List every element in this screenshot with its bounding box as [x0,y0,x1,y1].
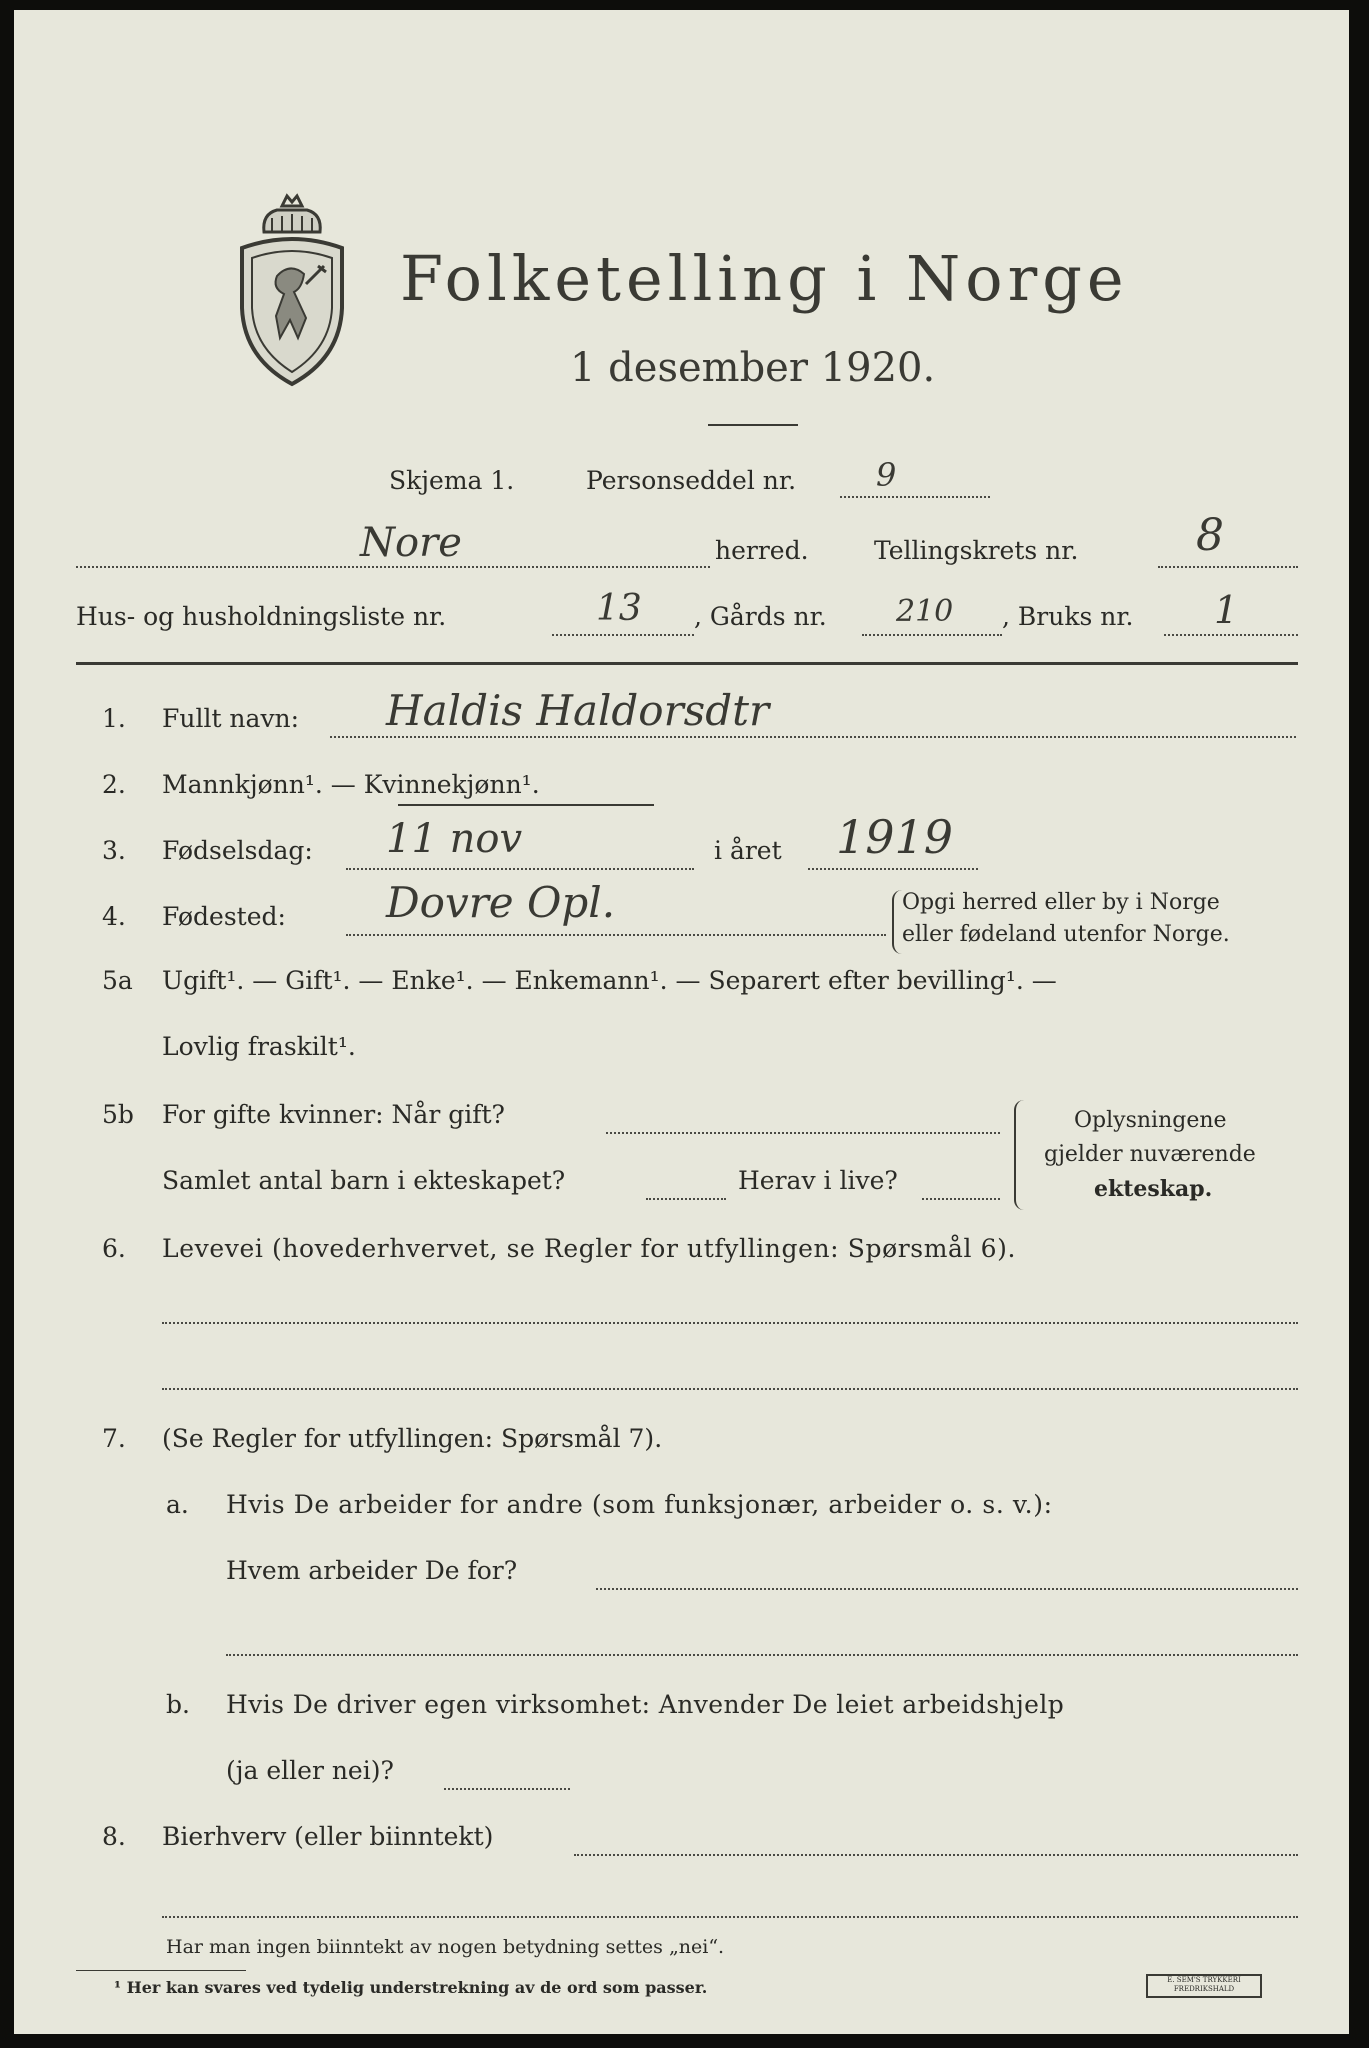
birth-year-value: 1919 [836,810,954,864]
herred-field[interactable] [76,566,710,568]
q1-number: 1. [102,704,126,733]
employer-field[interactable] [596,1588,1298,1590]
personseddel-label: Personseddel nr. [586,466,797,495]
children-total-field[interactable] [646,1198,726,1200]
q2-gender-options[interactable]: Mannkjønn¹. — Kvinnekjønn¹. [162,770,540,799]
side-income-note: Har man ingen biinntekt av nogen betydning settes „nei“. [166,1936,725,1958]
full-name-field[interactable] [330,736,1296,738]
q5a-number: 5a [102,966,133,995]
personseddel-value: 9 [876,456,897,494]
husholdningsliste-field[interactable] [552,634,694,636]
q7a-letter: a. [166,1490,189,1519]
children-alive-label: Herav i live? [738,1166,898,1195]
occupation-field-1[interactable] [162,1322,1298,1324]
husholdningsliste-label: Hus- og husholdningsliste nr. [76,602,447,631]
married-when-field[interactable] [606,1132,1000,1134]
birthplace-note-line1: Opgi herred eller by i Norge [902,890,1220,915]
herred-value: Nore [360,520,462,566]
q2-number: 2. [102,770,126,799]
q7-number: 7. [102,1424,126,1453]
children-alive-field[interactable] [922,1198,1000,1200]
side-income-field[interactable] [574,1854,1298,1856]
q5b-number: 5b [102,1100,134,1129]
norwegian-coat-of-arms-icon [232,188,352,388]
husholdningsliste-value: 13 [596,588,642,629]
tellingskrets-value: 8 [1196,510,1224,561]
tellingskrets-label: Tellingskrets nr. [874,536,1079,565]
q6-number: 6. [102,1234,126,1263]
q7-label: (Se Regler for utfyllingen: Spørsmål 7). [162,1424,663,1453]
birthday-value: 11 nov [386,816,523,862]
occupation-field-2[interactable] [162,1388,1298,1390]
marriage-note-line3: ekteskap. [1094,1176,1213,1202]
q4-number: 4. [102,902,126,931]
birthplace-brace [892,890,902,954]
q6-label: Levevei (hovederhvervet, se Regler for utfyllingen: Spørsmål 6). [162,1234,1017,1263]
form-title: Folketelling i Norge [400,242,1129,315]
birth-year-field[interactable] [808,868,978,870]
birth-year-label: i året [714,836,782,865]
birthday-field[interactable] [346,868,694,870]
birthplace-note-line2: eller fødeland utenfor Norge. [902,922,1230,947]
bruks-label: , Bruks nr. [1002,602,1134,631]
q7b-line1: Hvis De driver egen virksomhet: Anvender De leiet arbeidshjelp [226,1690,1065,1719]
q7b-line2: (ja eller nei)? [226,1756,394,1785]
q1-label: Fullt navn: [162,704,300,733]
marriage-note-brace [1014,1100,1026,1210]
hired-help-field[interactable] [444,1788,570,1790]
census-form-sheet [14,10,1349,2034]
gards-field[interactable] [862,634,1002,636]
gards-value: 210 [896,594,954,629]
side-income-field-2[interactable] [162,1916,1298,1918]
birthplace-field[interactable] [346,934,886,936]
married-when-label: For gifte kvinner: Når gift? [162,1100,505,1129]
tellingskrets-field[interactable] [1158,566,1298,568]
gards-label: , Gårds nr. [694,602,827,631]
title-divider [708,424,798,426]
q7b-letter: b. [166,1690,190,1719]
full-name-value: Haldis Haldorsdtr [386,686,770,735]
children-total-label: Samlet antal barn i ekteskapet? [162,1166,566,1195]
personseddel-field[interactable] [840,496,990,498]
q7a-line2: Hvem arbeider De for? [226,1556,518,1585]
census-date: 1 desember 1920. [570,345,936,391]
printer-stamp: E. SEM'S TRYKKERI FREDRIKSHALD [1146,1974,1262,1998]
footnote: ¹ Her kan svares ved tydelig understrekning av de ord som passer. [114,1978,708,1997]
kvinnekjonn-underline [398,804,654,806]
herred-label: herred. [715,536,809,565]
footnote-divider [76,1970,246,1971]
q3-label: Fødselsdag: [162,836,313,865]
marriage-note-line1: Oplysningene [1074,1108,1227,1133]
bruks-field[interactable] [1164,634,1298,636]
marital-status-divorced[interactable]: Lovlig fraskilt¹. [162,1032,356,1061]
marriage-note-line2: gjelder nuværende [1044,1142,1256,1167]
employer-field-2[interactable] [226,1654,1298,1656]
skjema-label: Skjema 1. [389,466,515,495]
q3-number: 3. [102,836,126,865]
q7a-line1: Hvis De arbeider for andre (som funksjonær, arbeider o. s. v.): [226,1490,1053,1519]
bruks-value: 1 [1214,588,1239,632]
q8-number: 8. [102,1822,126,1851]
header-separator [76,662,1298,665]
birthplace-value: Dovre Opl. [386,878,616,927]
q8-label: Bierhverv (eller biinntekt) [162,1822,494,1851]
marital-status-options[interactable]: Ugift¹. — Gift¹. — Enke¹. — Enkemann¹. — Separert efter bevilling¹. — [162,966,1057,995]
q4-label: Fødested: [162,902,286,931]
